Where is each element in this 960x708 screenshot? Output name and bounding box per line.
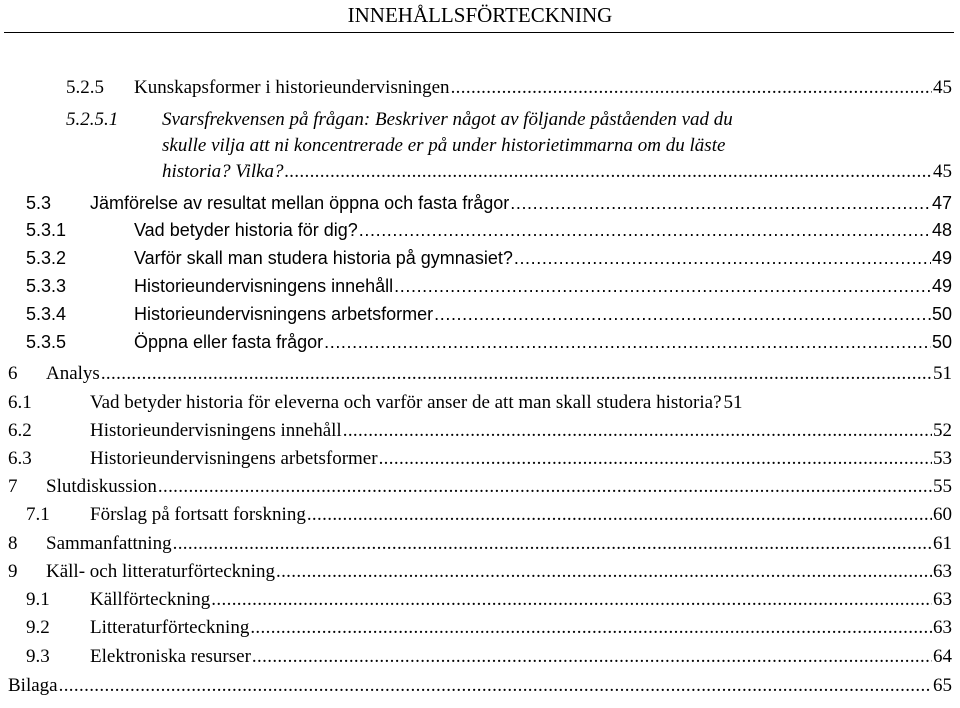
toc-text: Elektroniska resurser (90, 646, 251, 667)
toc-text: historia? Vilka? (162, 161, 284, 182)
toc-leader (276, 560, 932, 583)
toc-number: 7.1 (26, 504, 50, 525)
toc-number: 5.3.3 (26, 276, 67, 296)
toc-leader (514, 247, 931, 270)
toc-page: 63 (933, 617, 952, 638)
toc-leader (451, 76, 932, 99)
toc-leader (173, 532, 932, 555)
toc-entry-9-1[interactable] (26, 588, 952, 611)
toc-entry-5-3-3[interactable] (26, 275, 952, 298)
toc-text: Käll- och litteraturförteckning (46, 561, 275, 582)
toc-text: Slutdiskussion (46, 476, 157, 497)
toc-number: 5.3.2 (26, 248, 67, 268)
toc-entry-5-3-4[interactable] (26, 303, 952, 326)
toc-entry-9-2[interactable] (26, 616, 952, 639)
toc-number: 6 (8, 363, 18, 384)
toc-number: 5.2.5.1 (66, 109, 119, 130)
toc-leader (324, 331, 931, 354)
toc-entry-9[interactable] (8, 560, 952, 583)
toc-text: Varför skall man studera historia på gymnasiet? (134, 248, 513, 268)
toc-entry-6-2[interactable] (8, 419, 952, 442)
toc-number: 9.2 (26, 617, 50, 638)
toc-page: 65 (933, 675, 952, 696)
toc-number: 9 (8, 561, 18, 582)
toc-page: 51 (723, 392, 743, 413)
toc-page: 61 (933, 533, 952, 554)
toc-number: 6.3 (8, 448, 32, 469)
toc-number: 7 (8, 476, 18, 497)
toc-text: Öppna eller fasta frågor (134, 332, 324, 352)
toc-leader (379, 447, 932, 470)
toc-number: 5.2.5 (66, 77, 104, 98)
toc-text: Analys (46, 363, 100, 384)
toc-page: 50 (931, 332, 952, 352)
toc-text: Historieundervisningens innehåll (90, 420, 342, 441)
toc-page: 53 (933, 448, 952, 469)
toc-entry-6[interactable] (8, 362, 952, 385)
toc-page: 50 (931, 304, 952, 324)
toc-entry-6-3[interactable] (8, 447, 952, 470)
toc-number: 6.2 (8, 420, 32, 441)
toc-page: 49 (931, 248, 952, 268)
toc-text: Jämförelse av resultat mellan öppna och fasta frågor (90, 193, 510, 213)
toc-entry-bilaga[interactable] (8, 674, 952, 697)
toc-text: Historieundervisningens arbetsformer (134, 304, 434, 324)
toc-leader (59, 674, 932, 697)
toc-page: 64 (933, 646, 952, 667)
toc-leader (250, 616, 932, 639)
toc-leader (158, 475, 932, 498)
toc-page: 63 (933, 561, 952, 582)
toc-entry-5-3-1[interactable] (26, 219, 952, 242)
toc-text: Historieundervisningens arbetsformer (90, 448, 378, 469)
toc-text: Förslag på fortsatt forskning (90, 504, 306, 525)
toc-leader (211, 588, 932, 611)
toc-number: 8 (8, 533, 18, 554)
toc-leader (394, 275, 931, 298)
toc-text: Historieundervisningens innehåll (134, 276, 394, 296)
toc-leader (101, 362, 932, 385)
toc-entry-5-3-2[interactable] (26, 247, 952, 270)
toc-entry-9-3[interactable] (26, 645, 952, 668)
toc-leader (434, 303, 931, 326)
toc-page: 63 (933, 589, 952, 610)
toc-leader (252, 645, 932, 668)
toc-entry-5-2-5-1-line-2: skulle vilja att ni koncentrerade er på under historietimmarna om du läste (162, 135, 726, 156)
toc-number: 5.3.4 (26, 304, 67, 324)
toc-number: 5.3 (26, 193, 52, 213)
toc-text: Litteraturförteckning (90, 617, 250, 638)
toc-leader (307, 503, 932, 526)
toc-page: 55 (933, 476, 952, 497)
toc-leader (285, 160, 932, 183)
toc-page: 51 (933, 363, 952, 384)
toc-number: 5.3.5 (26, 332, 67, 352)
toc-text: Vad betyder historia för dig? (134, 220, 358, 240)
toc-entry-8[interactable] (8, 532, 952, 555)
toc-number: 9.3 (26, 646, 50, 667)
toc-number: 5.3.1 (26, 220, 67, 240)
toc-text: Vad betyder historia för eleverna och varför anser de att man skall studera historia? (90, 392, 722, 413)
toc-entry-5-2-5-1-line-1: Svarsfrekvensen på frågan: Beskriver något av följande påståenden vad du (162, 109, 733, 130)
toc-entry-5-2-5[interactable] (66, 76, 952, 99)
toc-entry-6-1[interactable] (8, 391, 952, 414)
toc-text: Källförteckning (90, 589, 211, 610)
toc-number: 9.1 (26, 589, 50, 610)
toc-text: Kunskapsformer i historieundervisningen (134, 77, 450, 98)
toc-page: 60 (933, 504, 952, 525)
toc-number: 6.1 (8, 392, 32, 413)
toc-entry-7-1[interactable] (26, 503, 952, 526)
toc-page: 49 (931, 276, 952, 296)
toc-leader (343, 419, 932, 442)
page-title: INNEHÅLLSFÖRTECKNING (347, 3, 613, 27)
toc-leader (510, 192, 931, 215)
toc-page: 48 (931, 220, 952, 240)
toc-text: Sammanfattning (46, 533, 172, 554)
toc-text: Bilaga (8, 675, 58, 696)
toc-entry-5-3-5[interactable] (26, 331, 952, 354)
toc-leader (359, 219, 931, 242)
toc-entry-7[interactable] (8, 475, 952, 498)
toc-page: 45 (933, 77, 952, 98)
toc-entry-5-3[interactable] (26, 192, 952, 215)
toc-page: 45 (933, 161, 952, 182)
toc-page: 47 (931, 193, 952, 213)
toc-page: 52 (933, 420, 952, 441)
